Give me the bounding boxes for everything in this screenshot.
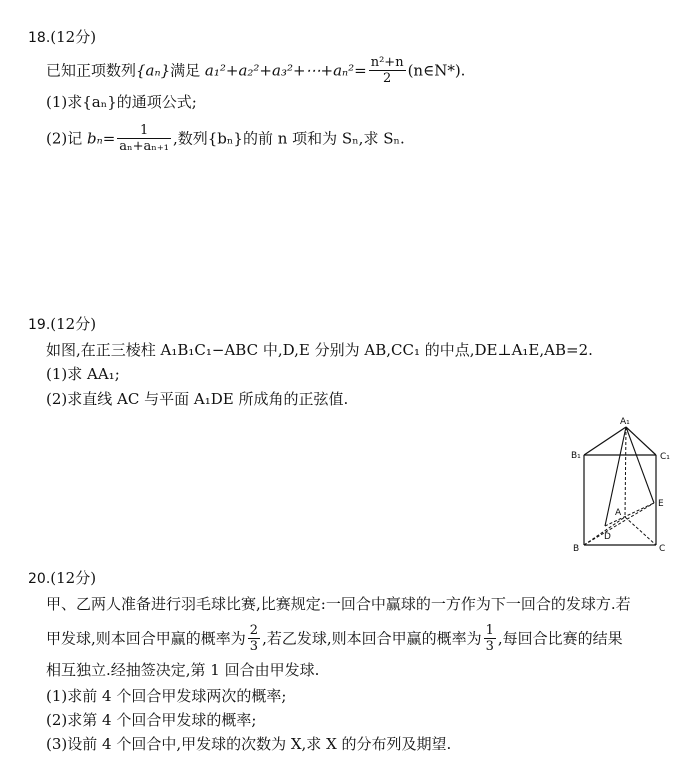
q20-f1-num: 2 — [249, 623, 259, 638]
q20-part3: (3)设前 4 个回合中,甲发球的次数为 X,求 X 的分布列及期望. — [46, 735, 452, 753]
q18-frac-num: n²+n — [370, 55, 404, 70]
q20-fraction-2 — [484, 623, 496, 654]
q18-part2-b: ,数列{bₙ}的前 n 项和为 Sₙ,求 Sₙ. — [173, 129, 405, 148]
edge-a1-c1 — [626, 427, 656, 455]
label-c1: C₁ — [660, 452, 670, 462]
label-b1: B₁ — [571, 451, 581, 461]
q20-fraction-1 — [248, 623, 260, 654]
q18-part2 — [46, 124, 405, 155]
q19-score: (12分) — [50, 315, 97, 333]
q18-part2-frac-num: 1 — [140, 123, 149, 138]
q20-score: (12分) — [50, 569, 97, 587]
label-c: C — [659, 544, 666, 554]
q18-number: 18. — [28, 30, 51, 46]
q18-frac-den: 2 — [369, 70, 406, 86]
q18-part2-a: (2)记 — [46, 129, 83, 148]
q18-sum-expr: a₁²+a₂²+a₃²+⋯+aₙ²= — [204, 61, 367, 80]
q18-part1: (1)求{aₙ}的通项公式; — [46, 93, 197, 111]
q20-f1-den: 3 — [249, 639, 259, 654]
q20-line2 — [46, 624, 623, 655]
label-b: B — [573, 544, 580, 554]
q19-part2: (2)求直线 AC 与平面 A₁DE 所成角的正弦值. — [46, 390, 349, 408]
q20-line2-a: 甲发球,则本回合甲赢的概率为 — [46, 629, 246, 648]
q18-bn: bₙ= — [87, 129, 116, 148]
edge-a1-e — [626, 427, 654, 503]
q20-f2-den: 3 — [485, 639, 494, 654]
q19-part1: (1)求 AA₁; — [46, 365, 120, 383]
q18-fraction — [369, 55, 406, 86]
prism-figure — [568, 415, 678, 560]
label-e: E — [658, 499, 664, 509]
q19-number: 19. — [28, 317, 51, 333]
q19-stem: 如图,在正三棱柱 A₁B₁C₁−ABC 中,D,E 分别为 AB,CC₁ 的中点,DE⊥A₁E,AB=2. — [46, 341, 593, 359]
q20-line2-b: ,若乙发球,则本回合甲赢的概率为 — [262, 629, 482, 648]
q20-line2-c: ,每回合比赛的结果 — [497, 629, 623, 648]
q20-header — [28, 568, 96, 589]
q20-part2: (2)求第 4 个回合甲发球的概率; — [46, 711, 257, 729]
label-d: D — [604, 532, 611, 542]
q20-part1: (1)求前 4 个回合甲发球两次的概率; — [46, 687, 287, 705]
edge-a-c — [625, 517, 656, 545]
q18-seq: {aₙ} — [136, 61, 171, 80]
q20-number: 20. — [28, 571, 51, 587]
q20-line1: 甲、乙两人准备进行羽毛球比赛,比赛规定:一回合中赢球的一方作为下一回合的发球方.若 — [46, 595, 631, 613]
q18-header — [28, 27, 96, 48]
q20-f2-num: 1 — [485, 623, 494, 638]
q18-stem-b: 满足 — [170, 61, 201, 80]
q19-header — [28, 314, 96, 335]
q18-stem — [46, 56, 465, 87]
edge-a1-a — [625, 427, 626, 517]
q18-cond: (n∈N*). — [407, 61, 466, 80]
q18-stem-a: 已知正项数列 — [46, 61, 137, 80]
q18-score: (12分) — [50, 28, 97, 46]
q18-part2-fraction — [117, 123, 171, 154]
q20-line3: 相互独立.经抽签决定,第 1 回合由甲发球. — [46, 661, 320, 679]
prism-diagram — [568, 415, 678, 560]
label-a: A — [615, 508, 622, 518]
edge-d-e — [605, 503, 654, 526]
label-a1: A₁ — [620, 417, 630, 427]
q18-part2-frac-den: aₙ+aₙ₊₁ — [119, 139, 169, 154]
edge-a1-b1 — [584, 427, 626, 455]
